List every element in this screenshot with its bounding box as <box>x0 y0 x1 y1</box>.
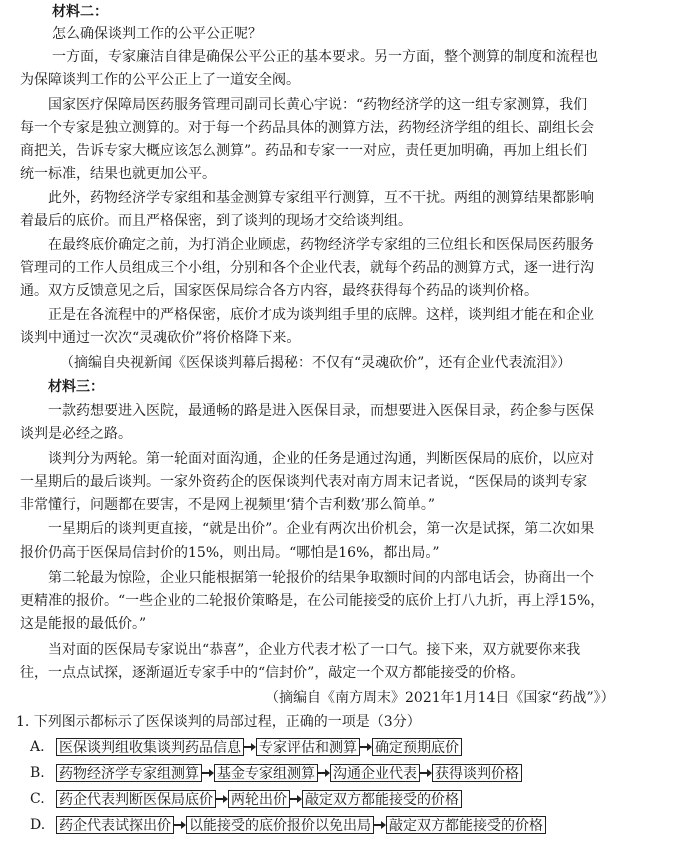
material2-line: 统一标准，结果也就更加公平。 <box>20 166 216 182</box>
material3-line: 一星期后的谈判更直接，“就是出价”。企业有两次出价机会，第一次是试探，第二次如果 <box>48 521 595 537</box>
material2-line: 着最后的底价。而且严格保密，到了谈判的现场才交给谈判组。 <box>20 213 412 229</box>
material3-line: 这是能报的最低价。” <box>20 616 147 632</box>
arrow-right-icon <box>290 790 302 808</box>
material2-line: 怎么确保谈判工作的公平公正呢？ <box>52 26 262 42</box>
material2-line: 正是在各流程中的严格保密，底价才成为谈判组手里的底牌。这样，谈判组才能在和企业 <box>48 307 594 323</box>
flow-step: 敲定双方都能接受的价格 <box>302 790 462 808</box>
material3-heading: 材料三： <box>48 379 104 395</box>
arrow-right-icon <box>374 816 386 834</box>
material2-line: 为保障谈判工作的公平公正上了一道安全阀。 <box>20 72 300 88</box>
flow-step: 药物经济学专家组测算 <box>56 764 202 782</box>
flow-step: 确定预期底价 <box>372 738 462 756</box>
arrow-right-icon <box>318 764 330 782</box>
material2-line: 谈判中通过一次次“灵魂砍价”将价格降下来。 <box>20 330 301 346</box>
material3-line: 谈判是必经之路。 <box>20 426 132 442</box>
flow-step: 专家评估和测算 <box>256 738 360 756</box>
material2-line: 此外，药物经济学专家组和基金测算专家组平行测算，互不干扰。两组的测算结果都影响 <box>48 190 594 206</box>
material3-line: 第二轮最为惊险，企业只能根据第一轮报价的结果争取额时间的内部电话会，协商出一个 <box>48 570 594 586</box>
option-c[interactable] <box>30 788 462 810</box>
flow-step: 基金专家组测算 <box>214 764 318 782</box>
material3-line: 一款药想要进入医院，最通畅的路是进入医保目录，而想要进入医保目录，药企参与医保 <box>48 403 594 419</box>
option-label: A. <box>30 739 45 755</box>
material3-line: 更精准的报价。“一些企业的二轮报价策略是，在公司能接受的底价上打八九折，再上浮15%， <box>20 593 605 609</box>
material2-line: 通。双方反馈意见之后，国家医保局综合各方内容，最终获得每个药品的谈判价格。 <box>20 283 538 299</box>
material2-line: 在最终底价确定之前，为打消企业顾虑，药物经济学专家组的三位组长和医保局医药服务 <box>48 237 594 253</box>
option-d[interactable] <box>30 814 546 836</box>
material2-line: 每一个专家是独立测算的。对于每一个药品具体的测算方法，药物经济学组的组长、副组长会 <box>20 120 594 136</box>
question-stem: 1. 下列图示都标示了医保谈判的局部过程，正确的一项是（3分） <box>16 714 421 730</box>
arrow-right-icon <box>420 764 432 782</box>
flow-step: 获得谈判价格 <box>432 764 522 782</box>
option-label: B. <box>30 765 45 781</box>
flow-step: 以能接受的底价报价以免出局 <box>186 816 374 834</box>
option-label: D. <box>30 817 46 833</box>
material3-line: 往，一点点试探，逐渐逼近专家手中的“信封价”，敲定一个双方都能接受的价格。 <box>20 665 525 681</box>
arrow-right-icon <box>244 738 256 756</box>
flow-step: 两轮出价 <box>228 790 290 808</box>
arrow-right-icon <box>360 738 372 756</box>
arrow-right-icon <box>174 816 186 834</box>
material2-line: 管理司的工作人员组成三个小组，分别和各个企业代表，就每个药品的测算方式，逐一进行沟 <box>20 260 594 276</box>
material2-heading: 材料二： <box>52 4 108 20</box>
option-b[interactable] <box>30 762 522 784</box>
flow-step: 医保谈判组收集谈判药品信息 <box>56 738 244 756</box>
material3-line: 当对面的医保局专家说出“恭喜”，企业方代表才松了一口气。接下来，双方就要你来我 <box>48 642 581 658</box>
material2-line: 商把关，告诉专家大概应该怎么测算”。药品和专家一一对应，责任更加明确，再加上组长们 <box>20 143 588 159</box>
option-a[interactable] <box>30 736 462 758</box>
arrow-right-icon <box>216 790 228 808</box>
flow-step: 敲定双方都能接受的价格 <box>386 816 546 834</box>
material3-line: 谈判分为两轮。第一轮面对面沟通，企业的任务是通过沟通，判断医保局的底价，以应对 <box>48 451 594 467</box>
material3-line: 报价仍高于医保局信封价的15%，则出局。“哪怕是16%，都出局。” <box>20 545 440 561</box>
flow-step: 药企代表试探出价 <box>56 816 174 834</box>
option-label: C. <box>30 791 45 807</box>
material2-line: 国家医疗保障局医药服务管理司副司长黄心宇说：“药物经济学的这一组专家测算，我们 <box>48 97 588 113</box>
arrow-right-icon <box>202 764 214 782</box>
material2-source: （摘编自央视新闻《医保谈判幕后揭秘：不仅有“灵魂砍价”，还有企业代表流泪》） <box>60 355 572 371</box>
material3-source: （摘编自《南方周末》2021年1月14日《国家“药战”》） <box>265 690 615 706</box>
material3-line: 一星期后的最后谈判。一家外资药企的医保谈判代表对南方周末记者说，“医保局的谈判专家 <box>20 474 588 490</box>
material2-line: 一方面，专家廉洁自律是确保公平公正的基本要求。另一方面，整个测算的制度和流程也 <box>52 49 598 65</box>
material3-line: 非常懂行，问题都在要害，不是网上视频里‘猜个吉利数’那么简单。” <box>20 497 436 513</box>
flow-step: 药企代表判断医保局底价 <box>56 790 216 808</box>
flow-step: 沟通企业代表 <box>330 764 420 782</box>
